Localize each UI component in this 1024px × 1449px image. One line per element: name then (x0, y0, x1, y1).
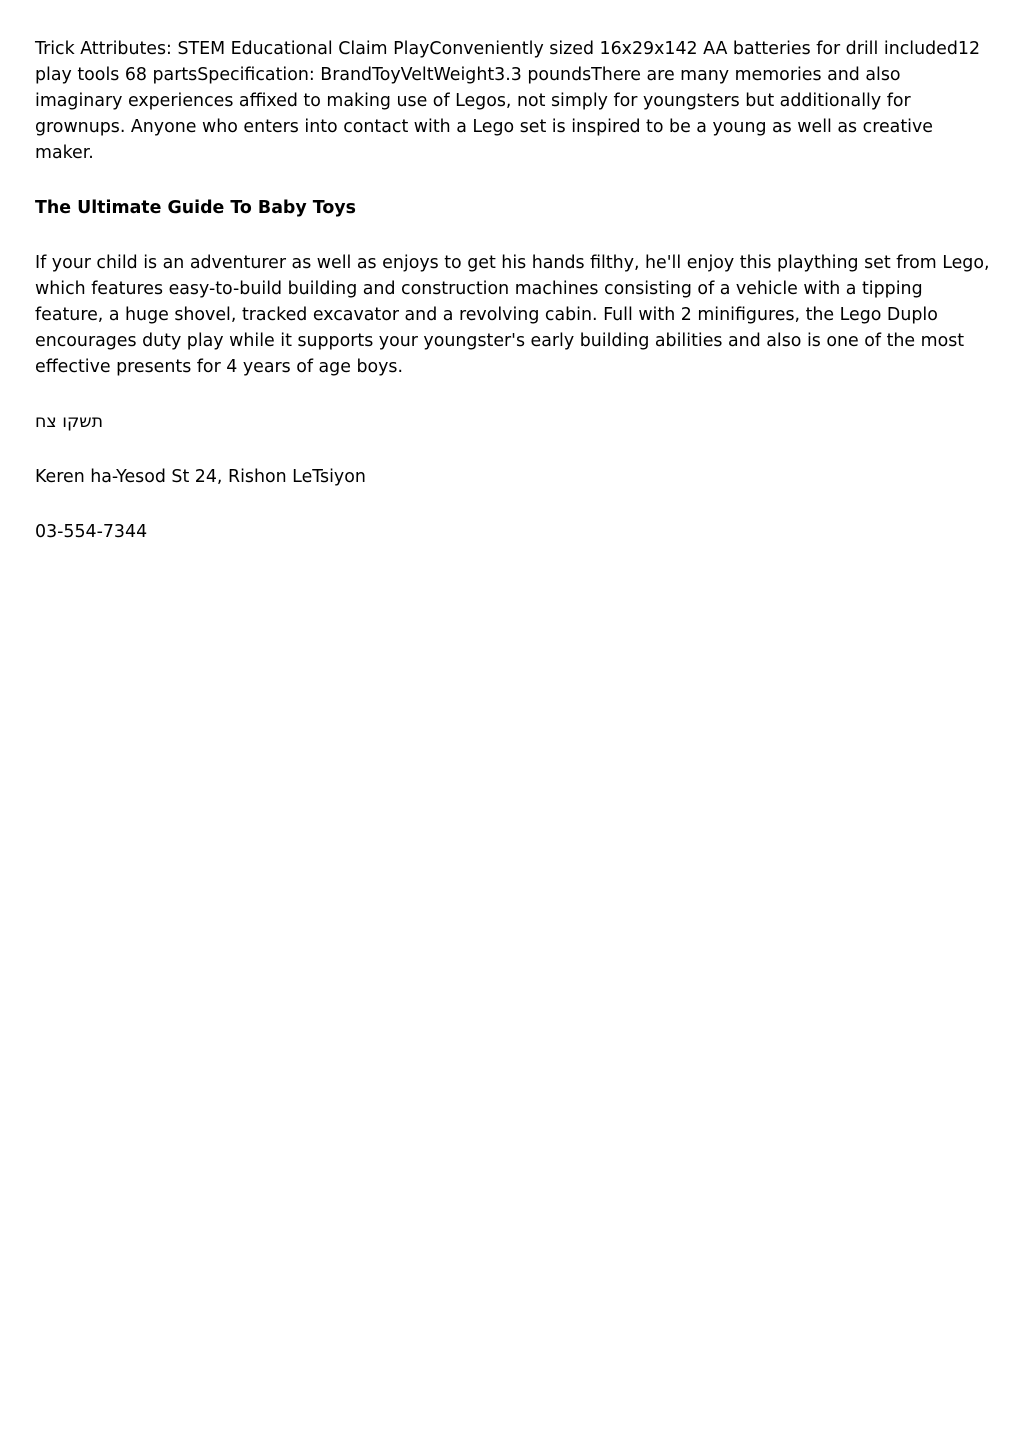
body-paragraph: If your child is an adventurer as well as enjoys to get his hands filthy, he'll enjoy this plaything set from Lego, which features easy-to-build building and construction machines consisting of a vehicle with a tipping feature, a huge shovel, tracked excavator and a revolving cabin. Full with 2 minifigures, the Lego Duplo encourages duty play while it supports your youngster's early building abilities and also is one of the most effective presents for 4 years of age boys. (35, 253, 990, 377)
document-body (35, 36, 990, 545)
intro-paragraph: Trick Attributes: STEM Educational Claim PlayConveniently sized 16x29x142 AA batteries for drill included12 play tools 68 partsSpecification: BrandToyVeltWeight3.3 poundsThere are many memories and also imaginary experiences affixed to making use of Legos, not simply for youngsters but additionally for grownups. Anyone who enters into contact with a Lego set is inspired to be a young as well as creative maker. (35, 39, 981, 163)
address: Keren ha-Yesod St 24, Rishon LeTsiyon (35, 467, 366, 487)
business-name-line (35, 409, 990, 435)
section-heading: The Ultimate Guide To Baby Toys (35, 198, 356, 218)
phone-number: 03-554-7344 (35, 522, 148, 542)
business-name: תשקו צח (35, 412, 104, 432)
